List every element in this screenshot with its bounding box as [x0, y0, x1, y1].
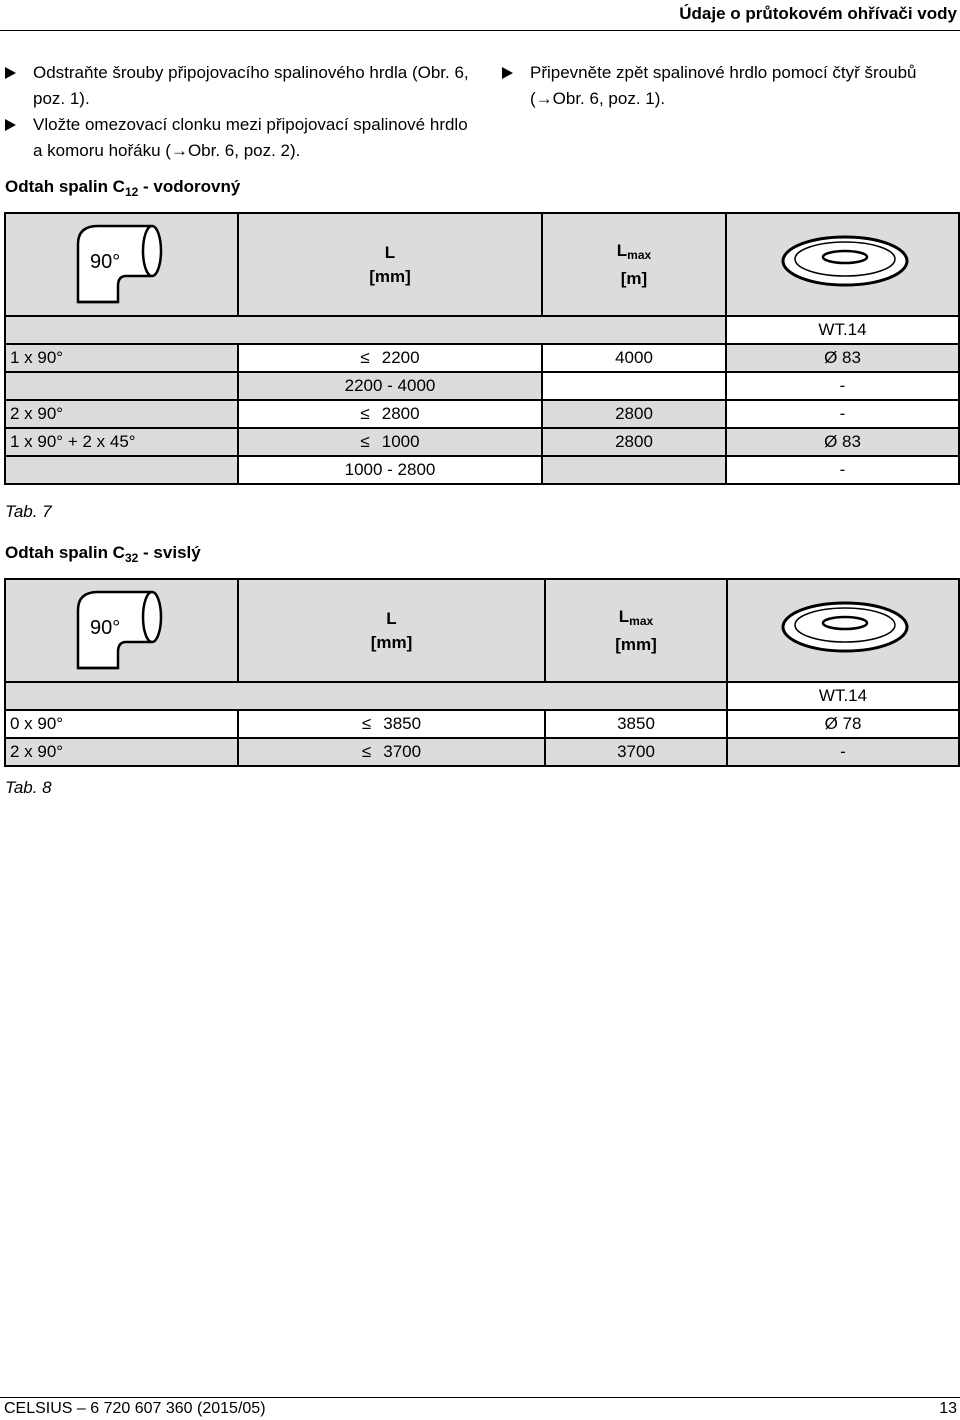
flue-table-vertical	[4, 578, 960, 767]
svg-text:90°: 90°	[89, 251, 120, 273]
orifice-icon-cell	[726, 213, 959, 316]
elbow-90-icon	[12, 580, 232, 676]
table-row	[5, 316, 959, 344]
page-header-title: Údaje o průtokovém ohřívači vody	[679, 4, 957, 23]
table-row	[5, 682, 959, 710]
table-row: 1 x 90° ≤ 2200 4000 Ø 83	[5, 344, 959, 372]
flue-table-horizontal	[4, 212, 960, 485]
column-header-l: L [mm]	[238, 213, 542, 316]
left-instructions	[5, 60, 475, 164]
table-row: 0 x 90° ≤ 3850 3850 Ø 78	[5, 710, 959, 738]
column-header-lmax: $L_{max}$ [mm]	[545, 579, 727, 682]
table-header-row	[5, 579, 959, 682]
table-caption: Tab. 8	[5, 778, 52, 797]
table-row: 1000 - 2800 -	[5, 456, 959, 484]
instruction-item	[502, 60, 942, 112]
bullet-triangle-icon	[5, 119, 16, 131]
orifice-disc-icon	[763, 583, 923, 673]
column-header-lmax: $L_{max}$ [m]	[542, 213, 726, 316]
header-divider	[0, 30, 960, 31]
instruction-item	[5, 60, 475, 112]
wt-label: WT.14	[727, 682, 959, 710]
table-row: 1 x 90° + 2 x 45° ≤ 1000 2800 Ø 83	[5, 428, 959, 456]
table-header-row	[5, 213, 959, 316]
orifice-disc-icon	[763, 217, 923, 307]
elbow-icon-cell	[5, 213, 238, 316]
instruction-text: Připevněte zpět spalinové hrdlo pomocí čtyř šroubů (→Obr. 6, poz. 1).	[530, 63, 917, 108]
table-row: 2 x 90° ≤ 3700 3700 -	[5, 738, 959, 766]
column-header-l: L [mm]	[238, 579, 545, 682]
table-row: 2 x 90° ≤ 2800 2800 -	[5, 400, 959, 428]
bullet-triangle-icon	[5, 67, 16, 79]
footer-document-id: CELSIUS – 6 720 607 360 (2015/05)	[4, 1400, 266, 1417]
instruction-text: Odstraňte šrouby připojovacího spalinového hrdla (Obr. 6, poz. 1).	[33, 63, 469, 108]
elbow-icon-cell	[5, 579, 238, 682]
section-title-horizontal: Odtah spalin $C_{12}$ - vodorovný	[5, 177, 241, 199]
footer-divider	[0, 1397, 960, 1398]
instruction-item	[5, 112, 475, 164]
wt-label: WT.14	[726, 316, 959, 344]
section-title-vertical: Odtah spalin $C_{32}$ - svislý	[5, 543, 201, 565]
instruction-text: Vložte omezovací clonku mezi připojovací spalinové hrdlo a komoru hořáku (→Obr. 6, poz. 2).	[33, 115, 468, 160]
svg-text:90°: 90°	[89, 617, 120, 639]
bullet-triangle-icon	[502, 67, 513, 79]
orifice-icon-cell	[727, 579, 959, 682]
elbow-90-icon	[12, 214, 232, 310]
page-number: 13	[939, 1400, 957, 1417]
table-row: 2200 - 4000 -	[5, 372, 959, 400]
table-caption: Tab. 7	[5, 502, 52, 521]
right-instructions	[502, 60, 942, 112]
